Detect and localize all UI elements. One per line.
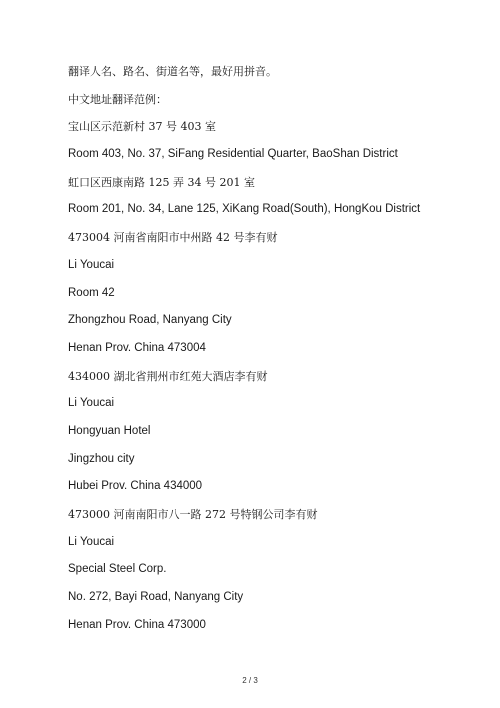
text-line: 宝山区示范新村 37 号 403 室 bbox=[68, 120, 216, 133]
text-line: 翻译人名、路名、街道名等，最好用拼音。 bbox=[68, 65, 277, 78]
text-line: Jingzhou city bbox=[68, 453, 135, 465]
text-line: Henan Prov. China 473004 bbox=[68, 342, 206, 354]
text-line: Room 42 bbox=[68, 287, 115, 299]
text-line: Room 403, No. 37, SiFang Residential Quarter, BaoShan District bbox=[68, 148, 398, 160]
text-line: Special Steel Corp. bbox=[68, 563, 167, 575]
text-line: Li Youcai bbox=[68, 536, 115, 548]
text-line: Hongyuan Hotel bbox=[68, 425, 151, 437]
text-line: Room 201, No. 34, Lane 125, XiKang Road(South), HongKou District bbox=[68, 203, 421, 215]
text-line: Zhongzhou Road, Nanyang City bbox=[68, 314, 232, 326]
text-line: 434000 湖北省荆州市红苑大酒店李有财 bbox=[68, 370, 268, 383]
text-line: 473000 河南南阳市八一路 272 号特钢公司李有财 bbox=[68, 508, 318, 521]
text-line: 473004 河南省南阳市中州路 42 号李有财 bbox=[68, 231, 278, 244]
text-line: Hubei Prov. China 434000 bbox=[68, 480, 203, 492]
page-number: 2 / 3 bbox=[242, 676, 258, 685]
text-line: Li Youcai bbox=[68, 397, 115, 409]
text-line: No. 272, Bayi Road, Nanyang City bbox=[68, 591, 244, 603]
text-line: 虹口区西康南路 125 弄 34 号 201 室 bbox=[68, 176, 255, 189]
text-line: Li Youcai bbox=[68, 259, 115, 271]
text-line: Henan Prov. China 473000 bbox=[68, 619, 206, 631]
text-line: 中文地址翻译范例： bbox=[68, 93, 167, 106]
